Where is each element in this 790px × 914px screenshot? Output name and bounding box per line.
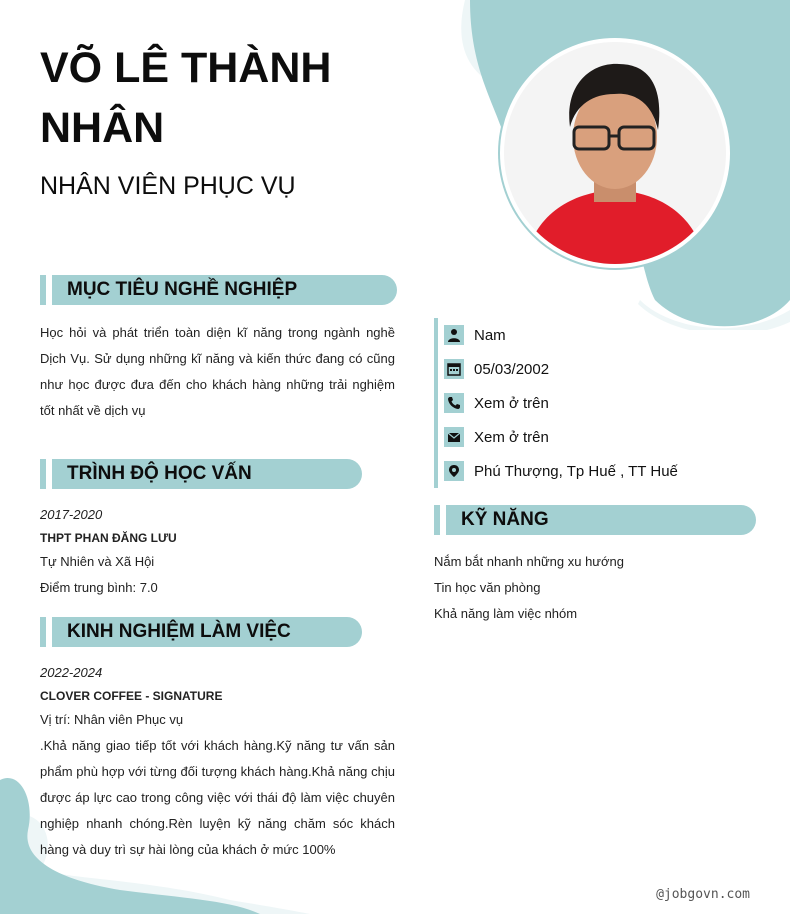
avatar-icon <box>504 42 726 264</box>
candidate-name: VÕ LÊ THÀNH NHÂN <box>40 44 332 152</box>
career-goal-title: MỤC TIÊU NGHỀ NGHIỆP <box>52 275 397 305</box>
phone-text: Xem ở trên <box>474 394 549 412</box>
experience-title: KINH NGHIỆM LÀM VIỆC <box>52 617 362 647</box>
calendar-icon <box>444 359 464 379</box>
location-icon <box>444 461 464 481</box>
career-goal-header <box>40 275 397 305</box>
education-gpa: Điểm trung bình: 7.0 <box>40 580 158 595</box>
watermark: @jobgovn.com <box>656 887 750 902</box>
experience-position: Vị trí: Nhân viên Phục vụ <box>40 712 184 727</box>
skill-item: Khả năng làm việc nhóm <box>434 606 578 621</box>
birthday-text: 05/03/2002 <box>474 360 550 378</box>
phone-icon <box>444 393 464 413</box>
email-text: Xem ở trên <box>474 428 549 446</box>
info-birthday <box>444 352 678 386</box>
job-title: NHÂN VIÊN PHỤC VỤ <box>40 172 296 200</box>
education-title: TRÌNH ĐỘ HỌC VẤN <box>52 459 362 489</box>
experience-period: 2022-2024 <box>40 665 103 680</box>
experience-description: .Khả năng giao tiếp tốt với khách hàng.Kỹ năng tư vấn sản phẩm phù hợp với từng đối tượng khách hàng.Khả năng chịu được áp lực cao trong công việc với thái độ làm việc chuyên nghiệp nhanh chóng.Rèn luyện kỹ năng chăm sóc khách hàng và duy trì sự hài lòng của khách ở mức 100% <box>40 738 395 857</box>
career-goal-text: Học hỏi và phát triển toàn diện kĩ năng trong ngành nghề Dịch Vụ. Sử dụng những kĩ năng và kiến thức đang có cũng như học được đưa đến cho khách hàng những trải nghiệm tốt nhất về dịch vụ <box>40 325 395 418</box>
gender-text: Nam <box>474 326 506 344</box>
info-email <box>444 420 678 454</box>
profile-photo <box>500 38 730 268</box>
education-header <box>40 459 362 489</box>
experience-header <box>40 617 362 647</box>
person-icon <box>444 325 464 345</box>
education-major: Tự Nhiên và Xã Hội <box>40 554 155 569</box>
education-period: 2017-2020 <box>40 507 103 522</box>
personal-info-list <box>434 318 678 488</box>
experience-company: CLOVER COFFEE - SIGNATURE <box>40 689 223 703</box>
skills-header <box>434 505 756 535</box>
education-school: THPT PHAN ĐĂNG LƯU <box>40 531 177 545</box>
email-icon <box>444 427 464 447</box>
skills-title: KỸ NĂNG <box>446 505 756 535</box>
skill-item: Tin học văn phòng <box>434 580 541 595</box>
info-gender <box>444 318 678 352</box>
info-phone <box>444 386 678 420</box>
skill-item: Nắm bắt nhanh những xu hướng <box>434 554 624 569</box>
address-text: Phú Thượng, Tp Huế , TT Huế <box>474 462 678 480</box>
info-address <box>444 454 678 488</box>
